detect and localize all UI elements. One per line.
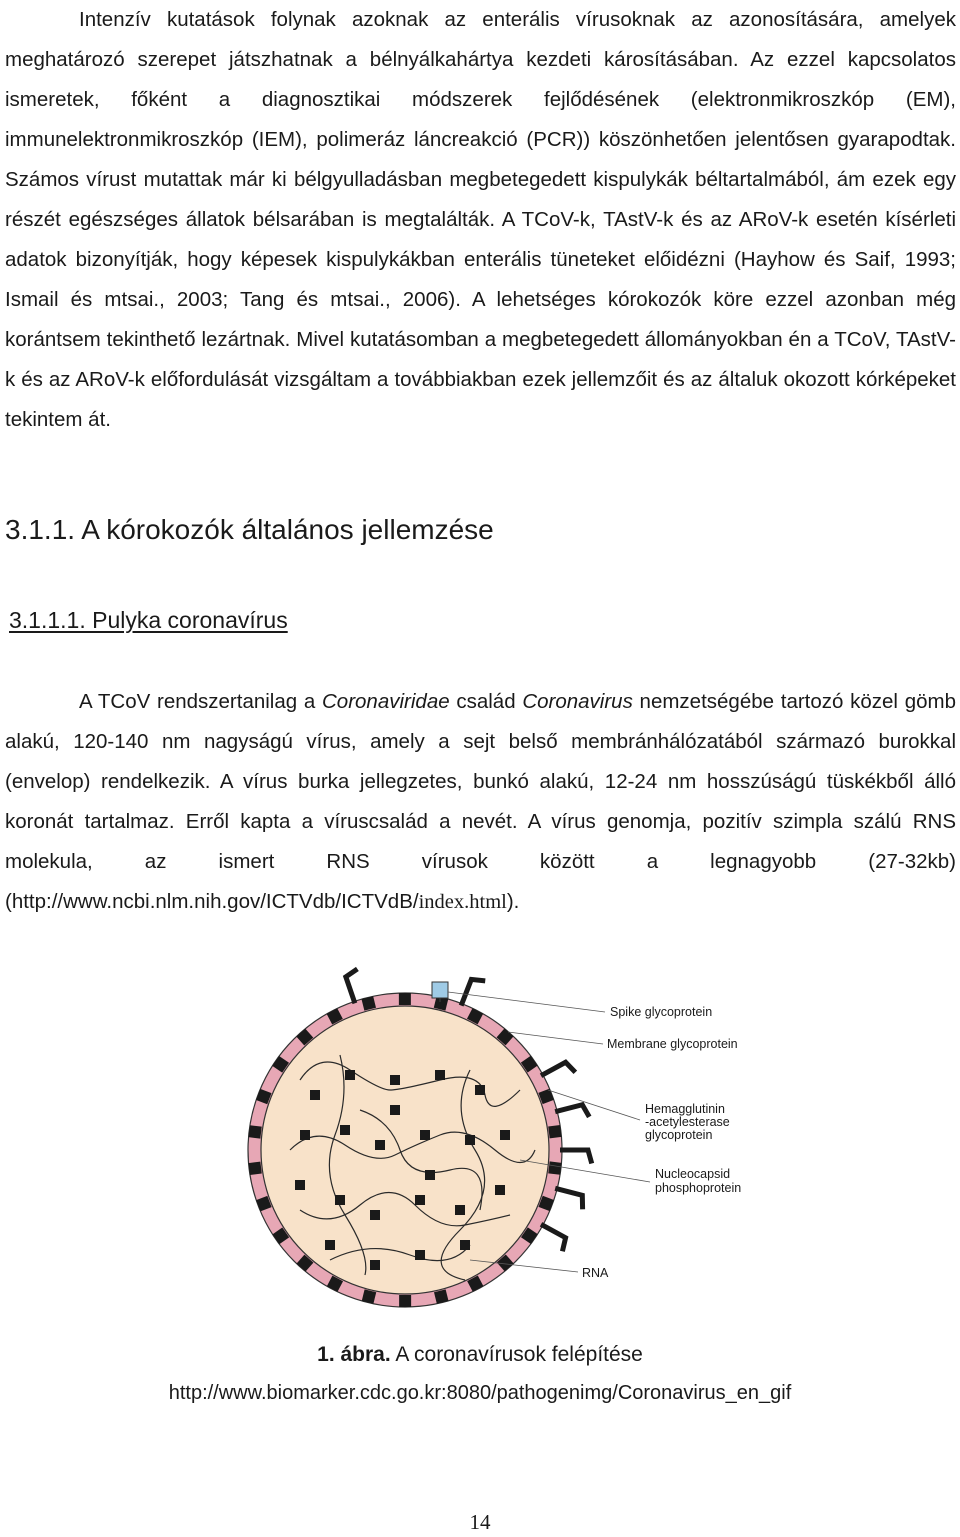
hemagglutinin-esterase-4 xyxy=(541,1224,566,1251)
figure-caption xyxy=(0,1340,960,1370)
nucleocapsid-protein-10 xyxy=(500,1130,510,1140)
membrane-glycoprotein-6 xyxy=(399,1295,411,1307)
leader-line-1 xyxy=(508,1032,603,1044)
tcov-family-name: Coronaviridae xyxy=(322,690,450,713)
nucleocapsid-protein-3 xyxy=(435,1070,445,1080)
nucleocapsid-protein-6 xyxy=(340,1125,350,1135)
nucleocapsid-protein-22 xyxy=(425,1170,435,1180)
membrane-glycoprotein-19 xyxy=(399,993,411,1005)
membrane-glycoprotein-25 xyxy=(548,1125,561,1138)
label-he-2: -acetylesterase xyxy=(645,1115,730,1129)
nucleocapsid-protein-7 xyxy=(375,1140,385,1150)
hemagglutinin-esterase-1 xyxy=(555,1105,589,1117)
nucleocapsid-protein-19 xyxy=(415,1250,425,1260)
label-he-1: Hemagglutinin xyxy=(645,1102,725,1116)
nucleocapsid-protein-8 xyxy=(420,1130,430,1140)
hemagglutinin-esterase-2 xyxy=(560,1150,592,1163)
nucleocapsid-protein-21 xyxy=(390,1105,400,1115)
nucleocapsid-protein-15 xyxy=(455,1205,465,1215)
membrane-glycoprotein-13 xyxy=(248,1125,261,1138)
nucleocapsid-protein-11 xyxy=(295,1180,305,1190)
nucleocapsid-protein-9 xyxy=(465,1135,475,1145)
coronavirus-diagram xyxy=(0,960,960,1320)
hemagglutinin-esterase-0 xyxy=(541,1062,575,1075)
nucleocapsid-protein-20 xyxy=(460,1240,470,1250)
membrane-glycoprotein-0 xyxy=(548,1161,561,1174)
leader-line-2 xyxy=(548,1090,640,1120)
hemagglutinin-esterase-5 xyxy=(461,979,485,1005)
label-np-2: phosphoprotein xyxy=(655,1181,742,1195)
nucleocapsid-protein-17 xyxy=(325,1240,335,1250)
label-rna: RNA xyxy=(582,1266,609,1280)
intro-paragraph xyxy=(5,0,956,440)
membrane-glycoprotein-12 xyxy=(248,1162,261,1175)
nucleocapsid-protein-0 xyxy=(310,1090,320,1100)
intro-paragraph-text: Intenzív kutatások folynak azoknak az enterális vírusoknak az azonosítására, amelyek meghatározó szerepet játszhatnak a bélnyálkahártya kezdeti károsításában. Az ezzel kapcsolatos ismeretek, főként a diagnosztikai módszerek fejlődésének (elektronmikroszkóp (EM), immunelektronmikroszkóp (IEM), polimeráz láncreakció (PCR)) köszönhetően jelentősen gyarapodtak. Számos vírust mutattak már ki bélgyulladásban megbetegedett kispulykák béltartalmából, ám ezek egy részét egészséges állatok bélsarában is megtalálták. A TCoV-k, TAstV-k és az ARoV-k esetén kísérleti adatok bizonyítják, hogy képesek kispulykákban enterális tüneteket előidézni (Hayhow és Saif, 1993; Ismail és mtsai., 2003; Tang és mtsai., 2006). A lehetséges kórokozók köre ezzel azonban még korántsem tekinthető lezártnak. Mivel kutatásomban a megbetegedett állományokban én a TCoV, TAstV-k és az ARoV-k előfordulását vizsgáltam a továbbiakban ezek jellemzőit és az általuk okozott kórképeket tekintem át. xyxy=(5,8,956,431)
label-spike: Spike glycoprotein xyxy=(610,1005,713,1019)
nucleocapsid-protein-2 xyxy=(390,1075,400,1085)
tcov-text-5: ). xyxy=(506,890,520,913)
label-he-3: glycoprotein xyxy=(645,1128,713,1142)
spike-glycoprotein xyxy=(432,982,448,998)
tcov-genus-name: Coronavirus xyxy=(522,690,633,713)
hemagglutinin-esterase-3 xyxy=(555,1188,582,1209)
virus-particle xyxy=(248,969,650,1307)
tcov-link-tail: index.html xyxy=(418,891,507,913)
tcov-text-2: család xyxy=(449,690,523,713)
nucleocapsid-protein-4 xyxy=(475,1085,485,1095)
coronavirus-figure xyxy=(0,960,960,1320)
nucleocapsid-protein-14 xyxy=(415,1195,425,1205)
label-np-1: Nucleocapsid xyxy=(655,1167,731,1181)
nucleocapsid-protein-13 xyxy=(370,1210,380,1220)
tcov-text-3: nemzetségébe tartozó közel gömb alakú, 120-140 nm nagyságú vírus, amely a sejt belső membránhálózatából származó burokkal (envelop) rendelkezik. A vírus burka jellegzetes, bunkó alakú, 12-24 nm hosszúságú tüskékből álló koronát tartalmaz. Erről kapta a víruscsalád a nevét. A vírus genomja, pozitív szimpla szálú RNS molekula, az ismert RNS vírusok között a legnagyobb (27-32kb) (http://www.ncbi.nlm.nih.gov/ICTVdb/ICTVdB/ xyxy=(5,690,956,913)
nucleocapsid-protein-18 xyxy=(370,1260,380,1270)
nucleocapsid-protein-12 xyxy=(335,1195,345,1205)
section-heading: 3.1.1. A kórokozók általános jellemzése xyxy=(5,514,494,545)
hemagglutinin-esterase-6 xyxy=(346,969,358,1003)
page-number: 14 xyxy=(469,1510,491,1534)
nucleocapsid-protein-5 xyxy=(300,1130,310,1140)
tcov-paragraph xyxy=(5,682,956,922)
tcov-text-1: A TCoV rendszertanilag a xyxy=(79,690,322,713)
figure-source: http://www.biomarker.cdc.go.kr:8080/pathogenimg/Coronavirus_en_gif xyxy=(168,1382,792,1404)
nucleocapsid-protein-1 xyxy=(345,1070,355,1080)
label-membrane: Membrane glycoprotein xyxy=(607,1037,738,1051)
figure-labels xyxy=(582,1005,741,1280)
subsection-heading: 3.1.1.1. Pulyka coronavírus xyxy=(9,607,288,633)
figure-caption-number: 1. ábra. xyxy=(317,1343,391,1366)
figure-caption-text: A coronavírusok felépítése xyxy=(390,1343,643,1366)
nucleocapsid-protein-16 xyxy=(495,1185,505,1195)
